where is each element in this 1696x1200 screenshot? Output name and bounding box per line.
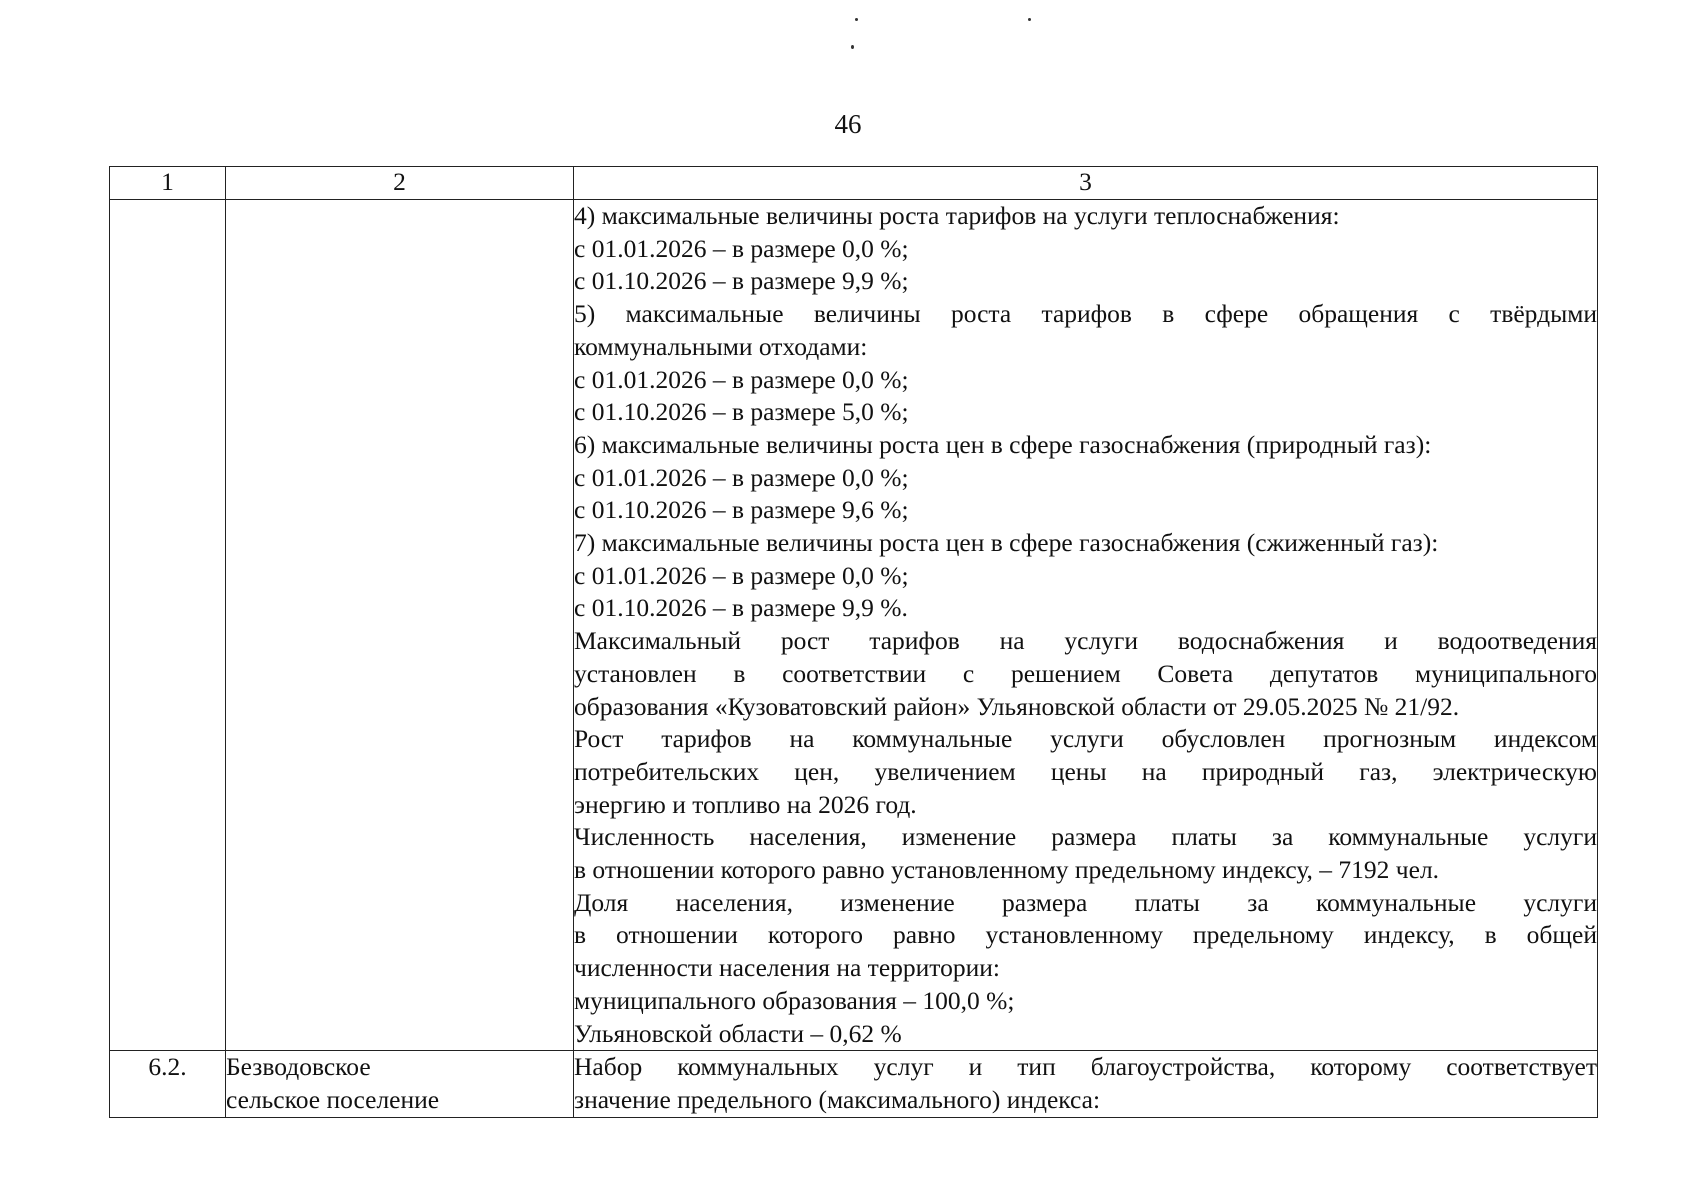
text-line: в отношении которого равно установленному предельному индексу, в общей (574, 920, 1597, 950)
settlement-name-line: Безводовское (226, 1052, 371, 1082)
text-line: с 01.10.2026 – в размере 9,9 %; (574, 266, 909, 296)
text-line: образования «Кузоватовский район» Ульяновской области от 29.05.2025 № 21/92. (574, 691, 1460, 721)
text-line: Рост тарифов на коммунальные услуги обусловлен прогнозным индексом (574, 724, 1597, 754)
text-line: потребительских цен, увеличением цены на природный газ, электрическую (574, 756, 1597, 786)
text-line: с 01.01.2026 – в размере 0,0 %; (574, 462, 909, 492)
text-line: Максимальный рост тарифов на услуги водоснабжения и водоотведения (574, 626, 1597, 656)
text-line: численности населения на территории: (574, 953, 1000, 983)
table-row (110, 1051, 1598, 1117)
text-line: установлен в соответствии с решением Совета депутатов муниципального (574, 658, 1597, 688)
text-line: 7) максимальные величины роста цен в сфере газоснабжения (сжиженный газ): (574, 528, 1439, 558)
text-line: энергию и топливо на 2026 год. (574, 789, 917, 819)
text-line: с 01.10.2026 – в размере 5,0 %; (574, 397, 909, 427)
text-line: с 01.01.2026 – в размере 0,0 %; (574, 560, 909, 590)
text-line: коммунальными отходами: (574, 331, 868, 361)
text-line: значение предельного (максимального) индекса: (574, 1084, 1101, 1114)
page-number: 46 (834, 109, 862, 139)
header-cell-1: 1 (110, 167, 226, 200)
settlement-name-line: сельское поселение (226, 1084, 440, 1114)
table-header-row (110, 167, 1598, 200)
text-line: с 01.01.2026 – в размере 0,0 %; (574, 233, 909, 263)
text-line: Ульяновской области – 0,62 % (574, 1018, 902, 1048)
text-line: в отношении которого равно установленному предельному индексу, – 7192 чел. (574, 855, 1440, 885)
text-line: Набор коммунальных услуг и тип благоустройства, которому соответствует (574, 1052, 1597, 1082)
settlement-cell (226, 200, 574, 1051)
description-cell (574, 200, 1598, 1051)
description-cell (574, 1051, 1598, 1117)
row-number-cell: 6.2. (110, 1051, 226, 1117)
header-cell-3: 3 (574, 167, 1598, 200)
text-line: Доля населения, изменение размера платы за коммунальные услуги (574, 887, 1597, 917)
text-line: с 01.10.2026 – в размере 9,9 %. (574, 593, 908, 623)
text-line: 4) максимальные величины роста тарифов на услуги теплоснабжения: (574, 201, 1340, 230)
header-cell-2: 2 (226, 167, 574, 200)
scan-speck (1028, 18, 1031, 21)
text-line: 6) максимальные величины роста цен в сфере газоснабжения (природный газ): (574, 429, 1432, 459)
table-row (110, 200, 1598, 1051)
scan-speck (855, 18, 858, 21)
settlement-cell (226, 1051, 574, 1117)
text-line: Численность населения, изменение размера платы за коммунальные услуги (574, 822, 1597, 852)
text-line: 5) максимальные величины роста тарифов в сфере обращения с твёрдыми (574, 299, 1597, 329)
text-line: муниципального образования – 100,0 %; (574, 985, 1015, 1015)
row-number-cell (110, 200, 226, 1051)
text-line: с 01.10.2026 – в размере 9,6 %; (574, 495, 909, 525)
tariff-table (109, 166, 1598, 1118)
scan-speck (851, 45, 854, 49)
text-line: с 01.01.2026 – в размере 0,0 %; (574, 364, 909, 394)
